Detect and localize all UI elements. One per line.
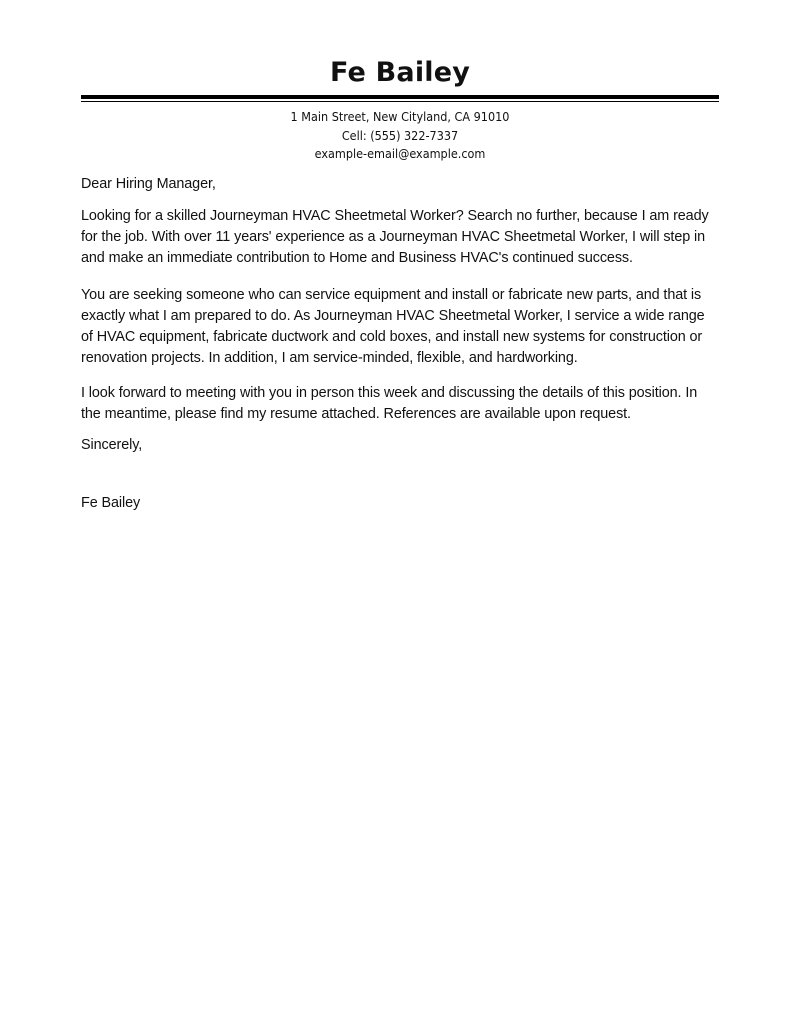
contact-cell: Cell: (555) 322-7337	[341, 127, 459, 143]
contact-email: example-email@example.com	[314, 146, 486, 161]
applicant-name: Fe Bailey	[329, 57, 471, 88]
header-divider-thin	[81, 101, 719, 102]
paragraph-line: I look forward to meeting with you in person this week and discussing the details of this position. In	[81, 385, 698, 401]
paragraph-line: the meantime, please find my resume attached. References are available upon request.	[81, 406, 631, 422]
paragraph-line: You are seeking someone who can service equipment and install or fabricate new parts, and that is	[81, 287, 702, 303]
paragraph-line: and make an immediate contribution to Home and Business HVAC's continued success.	[81, 250, 633, 266]
header-divider-thick	[81, 95, 719, 99]
contact-block	[0, 108, 800, 164]
salutation: Dear Hiring Manager,	[81, 176, 216, 192]
paragraph-line: for the job. With over 11 years' experience as a Journeyman HVAC Sheetmetal Worker, I will step in	[81, 229, 706, 245]
paragraph-line: of HVAC equipment, fabricate ductwork and cold boxes, and install new systems for construction or	[81, 329, 703, 345]
paragraph-line: exactly what I am prepared to do. As Journeyman HVAC Sheetmetal Worker, I service a wide range	[81, 308, 705, 324]
paragraph-line: Looking for a skilled Journeyman HVAC Sheetmetal Worker? Search no further, because I am ready	[81, 208, 709, 224]
paragraph-qualifications	[81, 285, 721, 369]
paragraph-intro	[81, 206, 721, 269]
paragraph-line: renovation projects. In addition, I am service-minded, flexible, and hardworking.	[81, 350, 578, 366]
paragraph-closing	[81, 383, 721, 425]
closing: Sincerely,	[81, 437, 143, 453]
signature-name: Fe Bailey	[81, 495, 141, 511]
contact-address: 1 Main Street, New Cityland, CA 91010	[290, 109, 510, 124]
